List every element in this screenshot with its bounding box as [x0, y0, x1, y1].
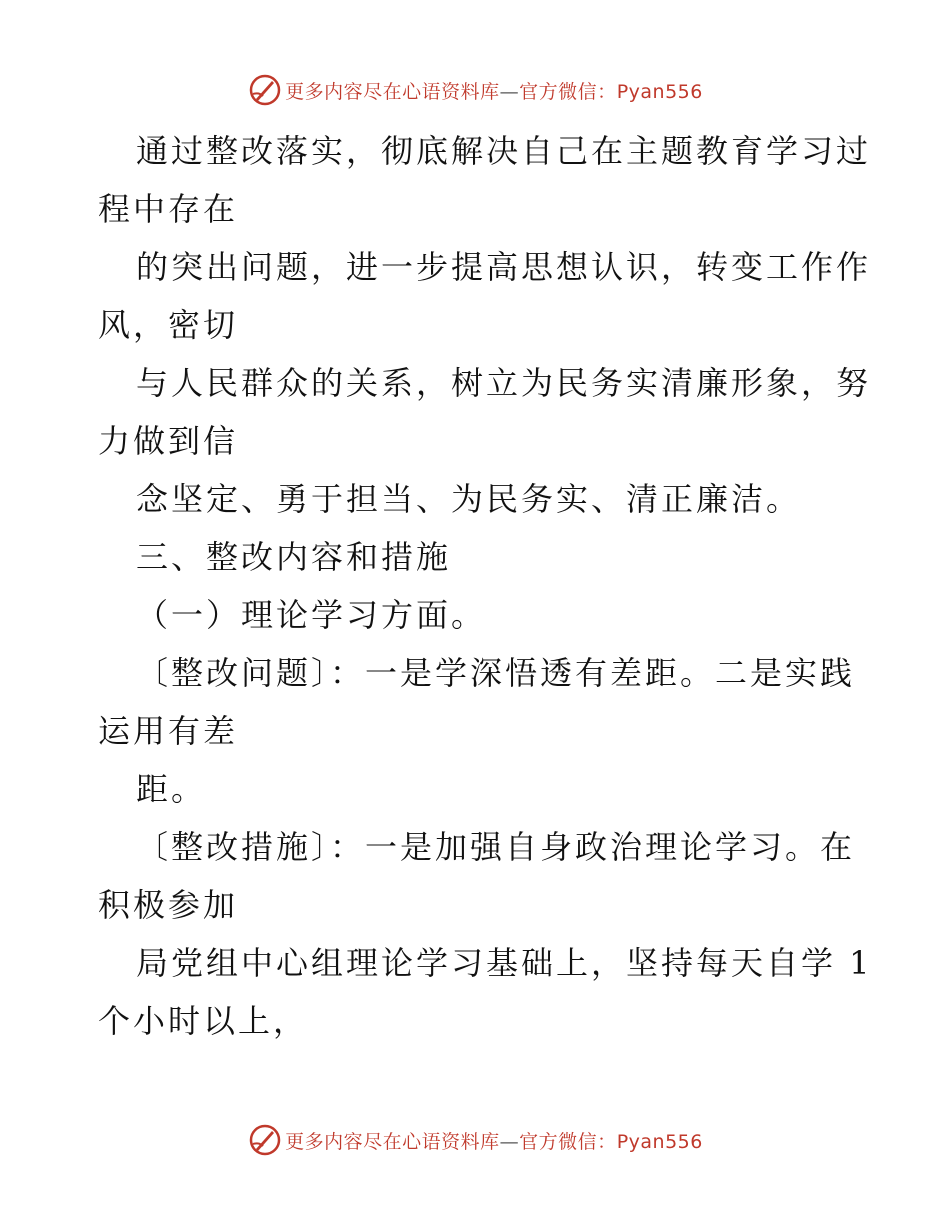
- text-line: 的突出问题，进一步提高思想认识，转变工作作: [136, 248, 872, 286]
- watermark-dash: —: [499, 80, 520, 103]
- text-line: 与人民群众的关系，树立为民务实清廉形象，努: [136, 364, 872, 402]
- watermark-label: 官方微信：: [519, 80, 617, 103]
- footer-watermark: [0, 1122, 950, 1158]
- text-line: 风，密切: [98, 306, 239, 344]
- text-line: 局党组中心组理论学习基础上，坚持每天自学 1: [136, 944, 873, 982]
- text-line: 距。: [136, 770, 207, 808]
- text-line: 程中存在: [98, 190, 239, 228]
- watermark-main: 更多内容尽在心语资料库: [285, 1130, 500, 1153]
- document-body: [98, 122, 873, 1050]
- watermark-text: [285, 77, 703, 104]
- text-line: 通过整改落实，彻底解决自己在主题教育学习过: [136, 132, 872, 170]
- watermark-main: 更多内容尽在心语资料库: [285, 80, 500, 103]
- text-line: 念坚定、勇于担当、为民务实、清正廉洁。: [136, 480, 802, 518]
- section-heading: 三、整改内容和措施: [136, 538, 452, 576]
- text-line: 运用有差: [98, 712, 239, 750]
- watermark-id: Pyan556: [616, 1130, 703, 1153]
- text-line: 〔整改措施〕：一是加强自身政治理论学习。在: [136, 828, 856, 866]
- watermark-text: [285, 1127, 703, 1154]
- text-line: 个小时以上，: [98, 1002, 309, 1040]
- watermark-dash: —: [499, 1130, 520, 1153]
- text-line: 力做到信: [98, 422, 239, 460]
- watermark-id: Pyan556: [616, 80, 703, 103]
- quill-logo-icon: [247, 1122, 283, 1158]
- quill-logo-icon: [247, 72, 283, 108]
- text-line: 积极参加: [98, 886, 239, 924]
- header-watermark: [0, 72, 950, 108]
- subsection-heading: （一）理论学习方面。: [136, 596, 487, 634]
- text-line: 〔整改问题〕：一是学深悟透有差距。二是实践: [136, 654, 856, 692]
- watermark-label: 官方微信：: [519, 1130, 617, 1153]
